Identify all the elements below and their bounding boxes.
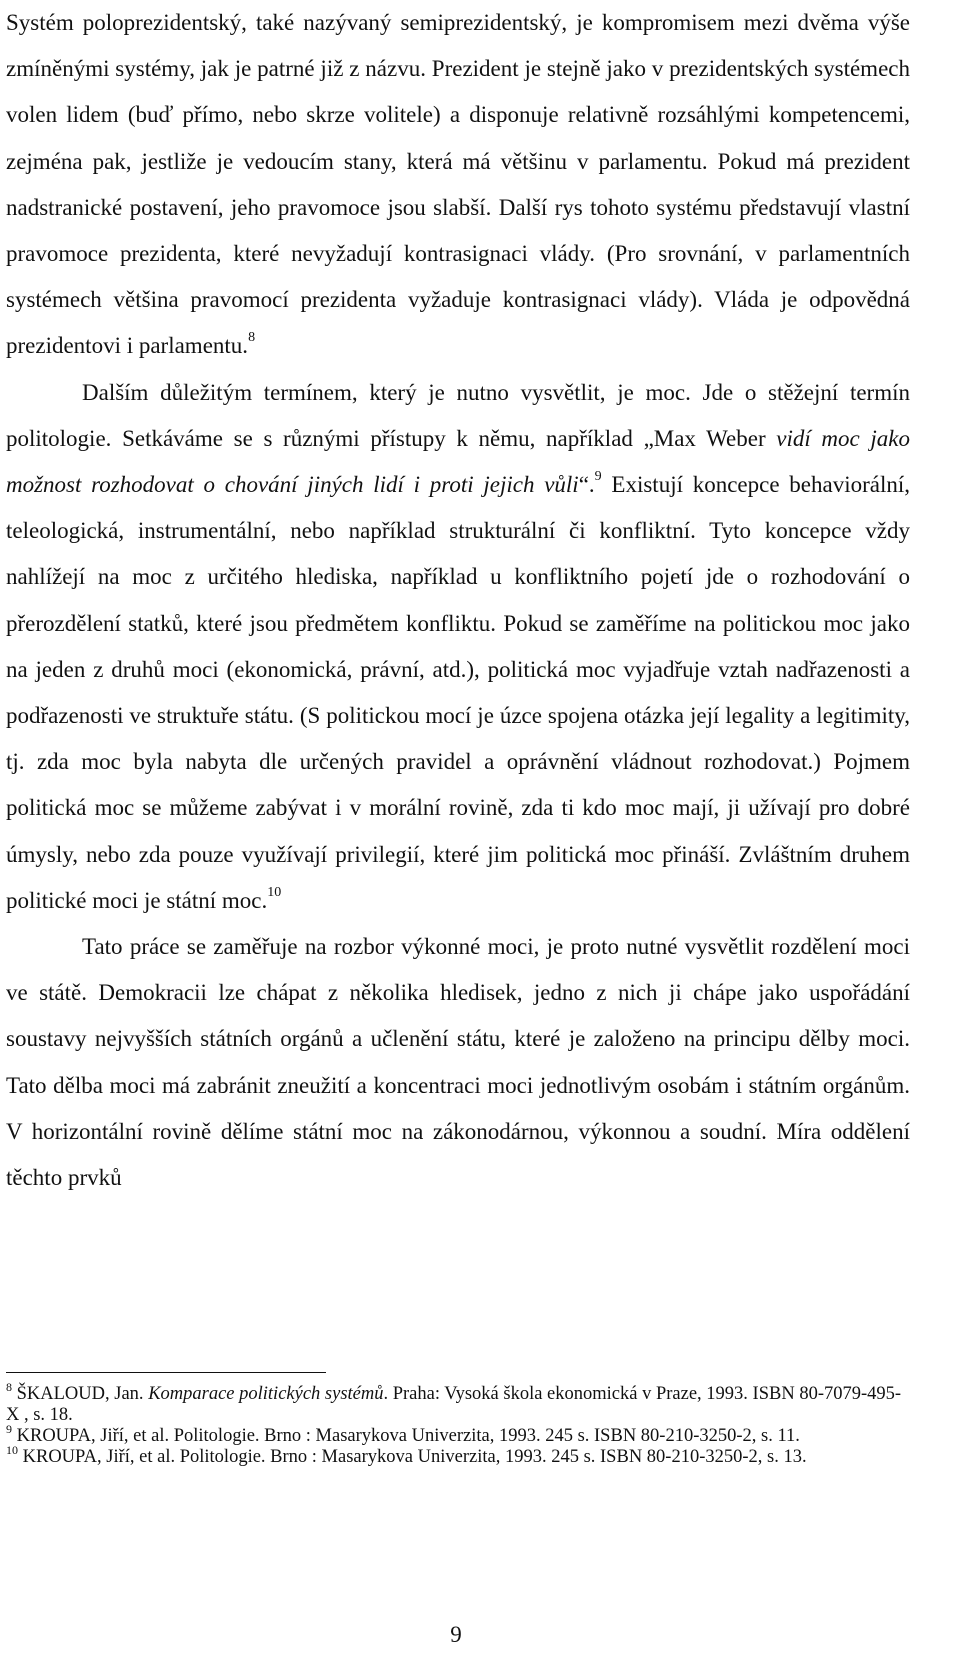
footnote-citation: Politologie. Brno : Masarykova Univerzita, 1993. 245 s. ISBN 80-210-3250-2, s. 11. bbox=[173, 1426, 800, 1446]
paragraph-power bbox=[6, 370, 910, 924]
page-number: 9 bbox=[450, 1622, 462, 1647]
footnote-citation: Politologie. Brno : Masarykova Univerzita, 1993. 245 s. ISBN 80-210-3250-2, s. 13. bbox=[179, 1447, 807, 1467]
footnote-number: 10 bbox=[6, 1443, 18, 1457]
footnote-ref-10: 10 bbox=[267, 884, 282, 900]
footnote-citation: . Praha: Vysoká škola ekonomická v Praze, 1993. ISBN 80-7079-495-X , s. 18. bbox=[6, 1384, 902, 1425]
footnote-author: ŠKALOUD, Jan. bbox=[16, 1384, 149, 1404]
footnote-9 bbox=[6, 1422, 910, 1447]
footnote-title: Komparace politických systémů bbox=[148, 1384, 384, 1404]
paragraph-separation-of-powers bbox=[6, 924, 910, 1201]
footnotes bbox=[6, 1380, 910, 1468]
paragraph-text: Tato práce se zaměřuje na rozbor výkonné moci, je proto nutné vysvětlit rozdělení moci ve státě. Demokracii lze chápat z několika hledisek, jedno z nich ji chápe jako uspořádání soustavy nejvyšších státních orgánů a učlenění státu, které je založeno na principu dělby moci. Tato dělba moci má zabránit zneužití a koncentraci moci jednotlivým osobám i státním orgánům. V horizontální rovině dělíme státní moc na zákonodárnou, výkonnou a soudní. Míra oddělení těchto prvků bbox=[6, 934, 910, 1191]
weber-quote: vidí moc jako možnost rozhodovat o chování jiných lidí i proti jejich vůli bbox=[6, 425, 910, 498]
paragraph-semipresidential bbox=[6, 0, 910, 370]
footnote-number: 8 bbox=[6, 1380, 12, 1394]
footnote-separator bbox=[6, 1372, 326, 1373]
footnote-ref-8: 8 bbox=[248, 330, 256, 346]
footnote-ref-9: 9 bbox=[594, 469, 602, 485]
footnote-10 bbox=[6, 1443, 910, 1468]
paragraph-text: Dalším důležitým termínem, který je nutno vysvětlit, je moc. Jde o stěžejní termín politologie. Setkáváme se s různými přístupy k němu, například „Max Weber bbox=[6, 379, 910, 451]
paragraph-text-continued: Existují koncepce behaviorální, teleologická, instrumentální, nebo například strukturální či konfliktní. Tyto koncepce vždy nahlížejí na moc z určitého hlediska, například u konfliktního pojetí jde o rozhodování o přerozdělení statků, které jsou předmětem konfliktu. Pokud se zaměříme na politickou moc jako na jeden z druhů moci (ekonomická, právní, atd.), politická moc vyjadřuje vztah nadřazenosti a podřazenosti ve struktuře státu. (S politickou mocí je úzce spojena otázka její legality a legitimity, tj. zda moc byla nabyta dle určených pravidel a oprávnění vládnout rozhodovat.) Pojmem politická moc se můžeme zabývat i v morální rovině, zda ti kdo moc mají, ji užívají pro dobré úmysly, nebo zda pouze využívají privilegií, které jim politická moc přináší. Zvláštním druhem politické moci je státní moc. bbox=[6, 472, 910, 913]
quote-close: “. bbox=[578, 472, 595, 498]
body-text bbox=[6, 0, 910, 1201]
footnote-8 bbox=[6, 1380, 910, 1426]
footnote-author: KROUPA, Jiří, et al. bbox=[16, 1426, 174, 1446]
footnote-number: 9 bbox=[6, 1422, 12, 1436]
footnote-author: KROUPA, Jiří, et al. bbox=[22, 1447, 180, 1467]
paragraph-text: Systém poloprezidentský, také nazývaný semiprezidentský, je kompromisem mezi dvěma výše zmíněnými systémy, jak je patrné již z názvu. Prezident je stejně jako v prezidentských systémech volen lidem (buď přímo, nebo skrze volitele) a disponuje relativně rozsáhlými kompetencemi, zejména pak, jestliže je vedoucím stany, která má většinu v parlamentu. Pokud má prezident nadstranické postavení, jeho pravomoce jsou slabší. Další rys tohoto systému představují vlastní pravomoce prezidenta, které nevyžadují kontrasignaci vlády. (Pro srovnání, v parlamentních systémech většina pravomocí prezidenta vyžaduje kontrasignaci vlády). Vláda je odpovědná prezidentovi i parlamentu. bbox=[6, 10, 910, 359]
